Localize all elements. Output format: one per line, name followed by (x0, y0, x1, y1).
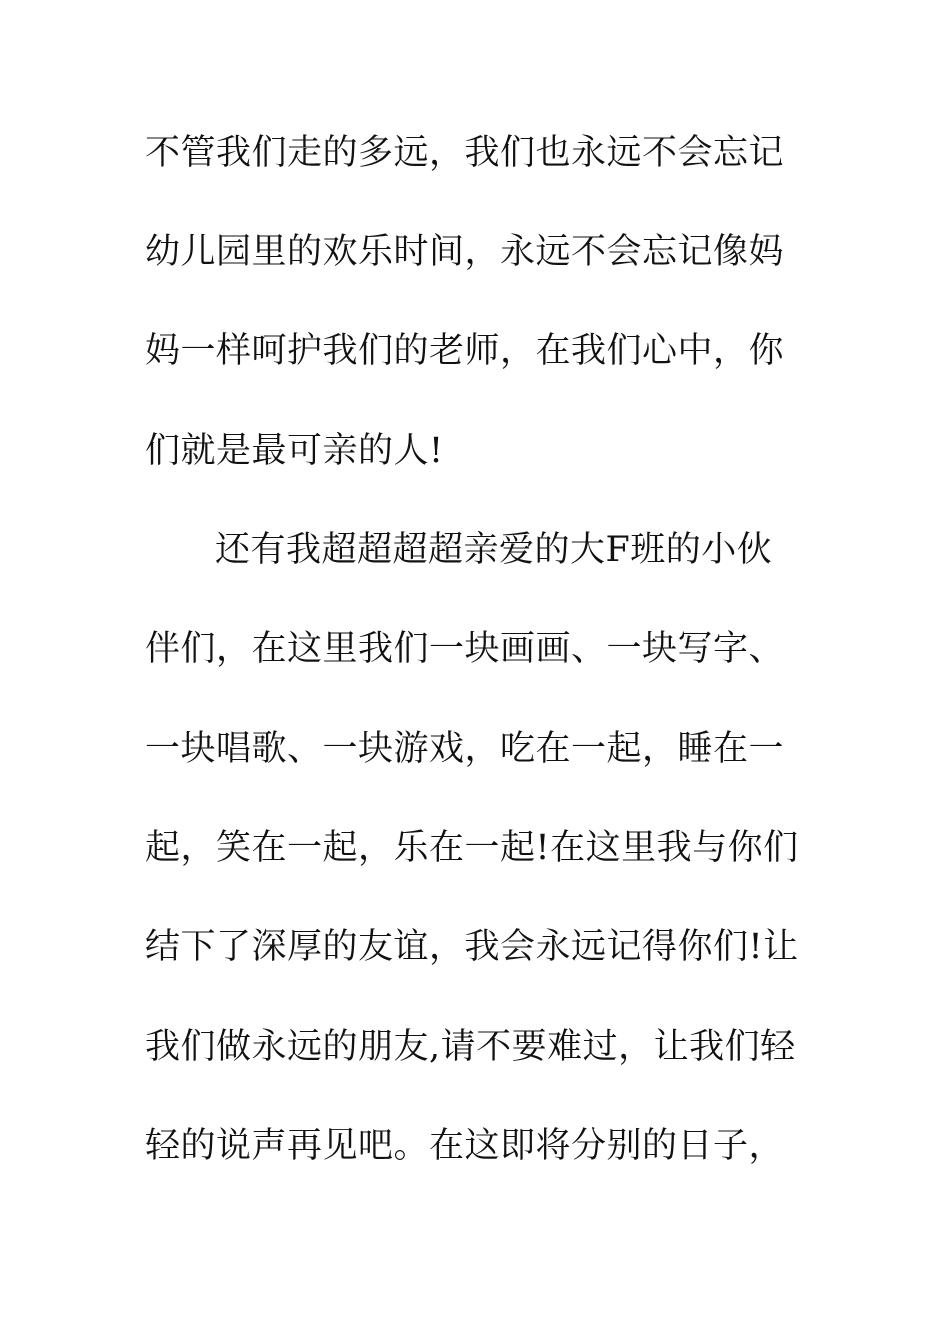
text-line: 一块唱歌、一块游戏，吃在一起，睡在一 (145, 729, 785, 769)
text-line: 们就是最可亲的人! (145, 431, 444, 471)
text-line: 轻的说声再见吧。在这即将分别的日子， (145, 1126, 785, 1166)
text-line: 妈一样呵护我们的老师，在我们心中，你 (145, 331, 785, 371)
text-line: 结下了深厚的友谊，我会永远记得你们!让 (145, 927, 799, 967)
text-line: 起，笑在一起，乐在一起!在这里我与你们 (145, 828, 799, 868)
text-line: 不管我们走的多远，我们也永远不会忘记 (145, 133, 785, 173)
paragraph-first-line: 还有我超超超超亲爱的大F班的小伙 (215, 530, 773, 570)
text-line: 幼儿园里的欢乐时间，永远不会忘记像妈 (145, 232, 785, 272)
text-line: 我们做永远的朋友,请不要难过，让我们轻 (145, 1027, 796, 1067)
text-line: 伴们，在这里我们一块画画、一块写字、 (145, 629, 785, 669)
